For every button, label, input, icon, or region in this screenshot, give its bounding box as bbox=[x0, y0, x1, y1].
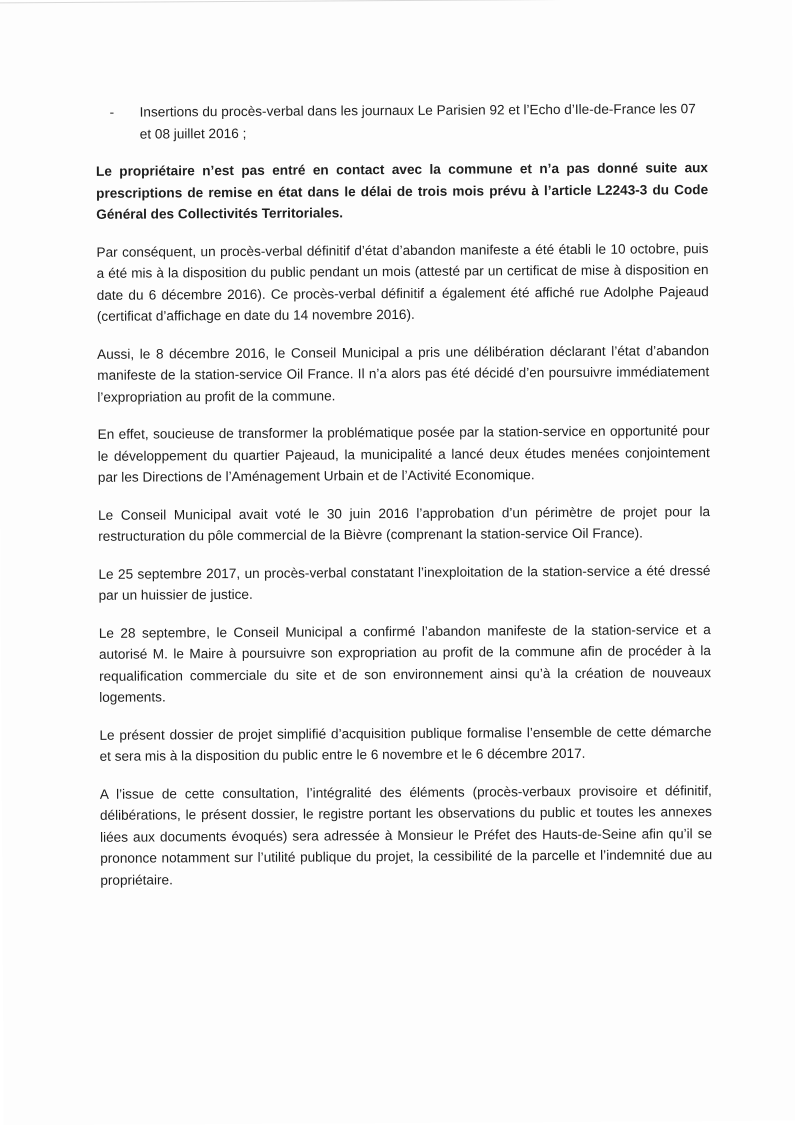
paragraph-council-deliberation: Aussi, le 8 décembre 2016, le Conseil Municipal a pris une délibération déclarant l’état d’abandon manifeste de la station-service Oil France. Il n’a alors pas été décidé d’en poursuivre immédiatement l’expropriation au profit de la commune. bbox=[97, 342, 710, 405]
paragraph-project-perimeter: Le Conseil Municipal avait voté le 30 juin 2016 l’approbation d’un périmètre de projet pour la restructuration du pôle commercial de la Bièvre (comprenant la station-service Oil France). bbox=[98, 503, 711, 544]
paragraph-dossier: Le présent dossier de projet simplifié d’acquisition publique formalise l’ensemble de cette démarche et sera mis à la disposition du public entre le 6 novembre et le 6 décembre 2017. bbox=[99, 723, 712, 764]
paragraph-consultation: A l’issue de cette consultation, l’intégralité des éléments (procès-verbaux provisoire et définitif, délibérations, le présent dossier, le registre portant les observations du public et toutes les annexes liées aux documents évoqués) sera adressée à Monsieur le Préfet des Hauts-de-Seine afin qu’il se prononce notamment sur l’utilité publique du projet, la cessibilité de la parcelle et l’indemnité due au propriétaire. bbox=[99, 782, 713, 888]
paragraph-final-report: Par conséquent, un procès-verbal définitif d’état d’abandon manifeste a été établi le 10 octobre, puis a été mis à la disposition du public pendant un mois (attesté par un certificat de mise à disposition en date du 6 décembre 2016). Ce procès-verbal définitif a également été affiché rue Adolphe Pajeaud (certificat d’affichage en date du 14 novembre 2016). bbox=[96, 240, 709, 324]
paragraph-expropriation: Le 28 septembre, le Conseil Municipal a confirmé l’abandon manifeste de la station-service et a autorisé M. le Maire à poursuivre son expropriation au profit de la commune afin de procéder à la requalification commerciale du site et de son environnement ainsi qu’à la création de nouveaux logements. bbox=[98, 621, 712, 705]
bullet-dash: - bbox=[109, 104, 115, 120]
scan-edge bbox=[0, 0, 792, 3]
bullet-item bbox=[96, 98, 708, 145]
paragraph-owner-no-contact: Le propriétaire n’est pas entré en contact avec la commune et n’a pas donné suite aux prescriptions de remise en état dans le délai de trois mois prévu à l’article L2243-3 du Code Général des Collectivités Territoriales. bbox=[95, 160, 709, 222]
paragraph-bailiff-report: Le 25 septembre 2017, un procès-verbal constatant l’inexploitation de la station-service a été dressé par un huissier de justice. bbox=[98, 562, 711, 603]
bullet-text: Insertions du procès-verbal dans les journaux Le Parisien 92 et l’Echo d’Ile-de-France les 07 et 08 juillet 2016 ; bbox=[139, 101, 696, 142]
paragraph-studies: En effet, soucieuse de transformer la problématique posée par la station-service en opportunité pour le développement du quartier Pajeaud, la municipalité a lancé deux études menées conjointement par les Directions de l’Aménagement Urbain et de l’Activité Economique. bbox=[97, 423, 710, 485]
document-body bbox=[96, 98, 713, 907]
